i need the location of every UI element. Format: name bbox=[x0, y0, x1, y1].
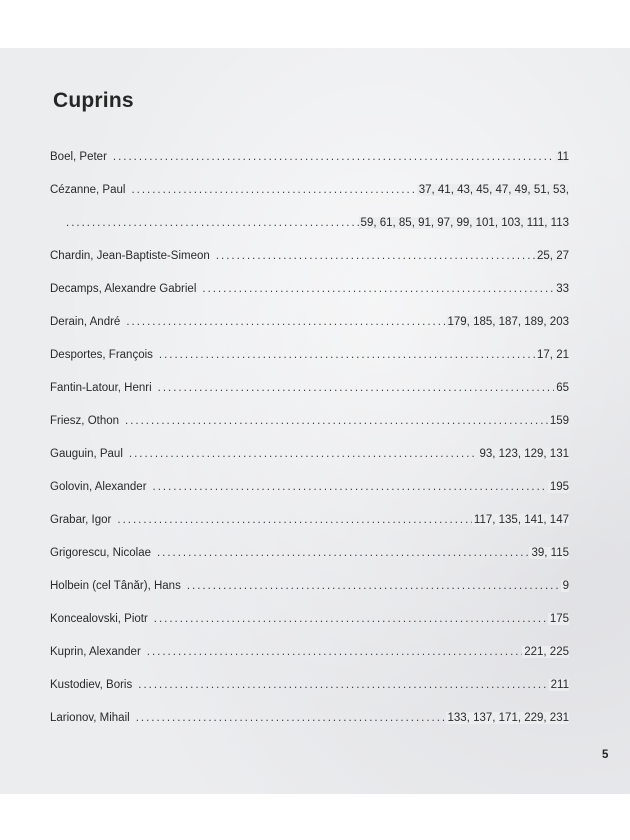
entry-pages: 33 bbox=[556, 283, 569, 295]
entry-name: Golovin, Alexander bbox=[50, 481, 147, 493]
toc-entry bbox=[50, 283, 569, 316]
book-page bbox=[0, 48, 630, 794]
dot-leader bbox=[113, 151, 555, 163]
entry-pages: 117, 135, 141, 147 bbox=[473, 514, 569, 526]
toc-entry bbox=[50, 613, 569, 646]
dot-leader bbox=[159, 349, 535, 361]
dot-leader bbox=[157, 547, 530, 559]
toc-entry bbox=[50, 580, 569, 613]
toc-entry bbox=[50, 481, 569, 514]
dot-leader bbox=[125, 415, 548, 427]
entry-pages: 65 bbox=[556, 382, 569, 394]
entry-pages: 93, 123, 129, 131 bbox=[479, 448, 569, 460]
toc-entry bbox=[50, 151, 569, 184]
entry-pages: 59, 61, 85, 91, 97, 99, 101, 103, 111, 113 bbox=[360, 217, 569, 229]
dot-leader bbox=[154, 613, 548, 625]
entry-name: Desportes, François bbox=[50, 349, 153, 361]
toc-entry-continuation bbox=[50, 217, 569, 250]
entry-pages: 9 bbox=[562, 580, 569, 592]
toc-entry bbox=[50, 184, 569, 217]
dot-leader bbox=[158, 382, 555, 394]
entry-name: Chardin, Jean-Baptiste-Simeon bbox=[50, 250, 210, 262]
entry-name: Kustodiev, Boris bbox=[50, 679, 133, 691]
entry-name: Kuprin, Alexander bbox=[50, 646, 141, 658]
toc-entry bbox=[50, 316, 569, 349]
entry-name: Cézanne, Paul bbox=[50, 184, 126, 196]
dot-leader bbox=[126, 316, 445, 328]
entry-name: Friesz, Othon bbox=[50, 415, 120, 427]
entry-pages: 211 bbox=[550, 679, 569, 691]
dot-leader bbox=[138, 679, 548, 691]
toc-entry bbox=[50, 415, 569, 448]
entry-pages: 17, 21 bbox=[537, 349, 569, 361]
entry-pages: 159 bbox=[549, 415, 569, 427]
entry-name: Holbein (cel Tânăr), Hans bbox=[50, 580, 181, 592]
entry-pages: 195 bbox=[549, 481, 569, 493]
entry-pages: 11 bbox=[557, 151, 569, 163]
entry-name: Grigorescu, Nicolae bbox=[50, 547, 151, 559]
toc-entry bbox=[50, 646, 569, 679]
entry-name: Boel, Peter bbox=[50, 151, 107, 163]
dot-leader bbox=[66, 217, 359, 229]
dot-leader bbox=[147, 646, 522, 658]
entry-pages: 221, 225 bbox=[524, 646, 569, 658]
toc-entry bbox=[50, 349, 569, 382]
entry-pages: 133, 137, 171, 229, 231 bbox=[447, 712, 569, 724]
page-title: Cuprins bbox=[53, 89, 134, 112]
entry-name: Gauguin, Paul bbox=[50, 448, 123, 460]
entry-pages: 25, 27 bbox=[537, 250, 569, 262]
entry-name: Larionov, Mihail bbox=[50, 712, 130, 724]
entry-name: Koncealovski, Piotr bbox=[50, 613, 148, 625]
entry-pages: 175 bbox=[549, 613, 569, 625]
entry-name: Decamps, Alexandre Gabriel bbox=[50, 283, 197, 295]
dot-leader bbox=[216, 250, 535, 262]
dot-leader bbox=[117, 514, 472, 526]
toc-entry bbox=[50, 679, 569, 712]
entry-name: Fantin-Latour, Henri bbox=[50, 382, 152, 394]
dot-leader bbox=[202, 283, 554, 295]
table-of-contents bbox=[50, 151, 569, 745]
dot-leader bbox=[187, 580, 561, 592]
toc-entry bbox=[50, 547, 569, 580]
entry-name: Grabar, Igor bbox=[50, 514, 112, 526]
dot-leader bbox=[131, 184, 416, 196]
entry-pages: 179, 185, 187, 189, 203 bbox=[447, 316, 569, 328]
toc-entry bbox=[50, 712, 569, 745]
dot-leader bbox=[136, 712, 446, 724]
entry-pages: 37, 41, 43, 45, 47, 49, 51, 53, bbox=[418, 184, 569, 196]
dot-leader bbox=[129, 448, 478, 460]
entry-pages: 39, 115 bbox=[531, 547, 569, 559]
toc-entry bbox=[50, 448, 569, 481]
toc-entry bbox=[50, 382, 569, 415]
page-number: 5 bbox=[602, 749, 609, 761]
toc-entry bbox=[50, 250, 569, 283]
entry-name: Derain, André bbox=[50, 316, 121, 328]
toc-entry bbox=[50, 514, 569, 547]
dot-leader bbox=[153, 481, 548, 493]
